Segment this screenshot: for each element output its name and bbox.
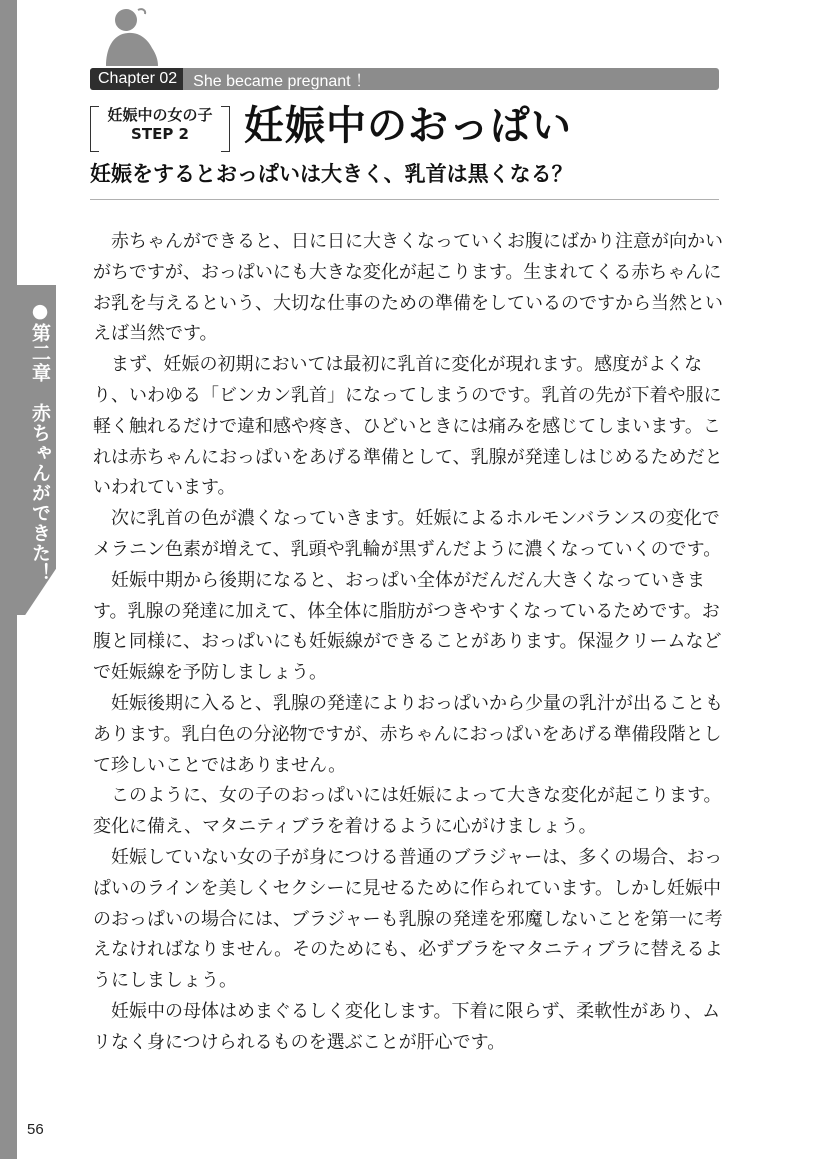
chapter-number: Chapter 02 — [90, 68, 183, 90]
step-label-line2: STEP 2 — [131, 125, 189, 143]
paragraph: 妊娠中の母体はめまぐるしく変化します。下着に限らず、柔軟性があり、ムリなく身につけられるものを選ぶことが肝心です。 — [93, 1000, 721, 1053]
baby-crawling-icon — [98, 4, 162, 68]
step-label-line1: 妊娠中の女の子 — [107, 106, 213, 124]
paragraph: まず、妊娠の初期においては最初に乳首に変化が現れます。感度がよくなり、いわゆる「ビンカン乳首」になってしまうのです。乳首の先が下着や服に軽く触れるだけで違和感や疼き、ひどいときには痛みを感じてしまいます。これは赤ちゃんにおっぱいをあげる準備として、乳腺が発達しはじめるためだといわれています。 — [93, 354, 723, 499]
page-number: 56 — [27, 1121, 44, 1138]
step-label-box — [90, 106, 230, 152]
paragraph: 赤ちゃんができると、日に日に大きくなっていくお腹にばかり注意が向かいがちですが、おっぱいにも大きな変化が起こります。生まれてくる赤ちゃんにお乳を与えるという、大切な仕事のための準備をしているのですから当然といえば当然です。 — [93, 231, 723, 345]
paragraph: 妊娠後期に入ると、乳腺の発達によりおっぱいから少量の乳汁が出ることもあります。乳白色の分泌物ですが、赤ちゃんにおっぱいをあげる準備段階として珍しいことではありません。 — [93, 692, 723, 776]
paragraph: 妊娠中期から後期になると、おっぱい全体がだんだん大きくなっていきます。乳腺の発達に加えて、体全体に脂肪がつきやすくなっているためです。お腹と同様に、おっぱいにも妊娠線ができることがあります。保湿クリームなどで妊娠線を予防しましょう。 — [93, 569, 722, 684]
title-divider — [90, 199, 719, 200]
page-title: 妊娠中のおっぱい — [244, 103, 572, 149]
body-text — [93, 227, 723, 1059]
page-subtitle: 妊娠をするとおっぱいは大きく、乳首は黒くなる？ — [90, 162, 573, 186]
chapter-title: She became pregnant ！ — [193, 72, 372, 90]
chapter-header-bar — [90, 68, 719, 90]
chapter-side-label: ●第二章 赤ちゃんができた！ — [29, 300, 51, 583]
paragraph: 妊娠していない女の子が身につける普通のブラジャーは、多くの場合、おっぱいのラインを美しくセクシーに見せるために作られています。しかし妊娠中のおっぱいの場合には、ブラジャーも乳腺の発達を邪魔しないことを第一に考えなければなりません。そのためにも、必ずブラをマタニティブラに替えるようにしましょう。 — [93, 846, 723, 992]
paragraph: このように、女の子のおっぱいには妊娠によって大きな変化が起こります。変化に備え、マタニティブラを着けるように心がけましょう。 — [93, 785, 722, 838]
paragraph: 次に乳首の色が濃くなっていきます。妊娠によるホルモンバランスの変化でメラニン色素が増えて、乳頭や乳輪が黒ずんだように濃くなっていくのです。 — [93, 508, 722, 560]
